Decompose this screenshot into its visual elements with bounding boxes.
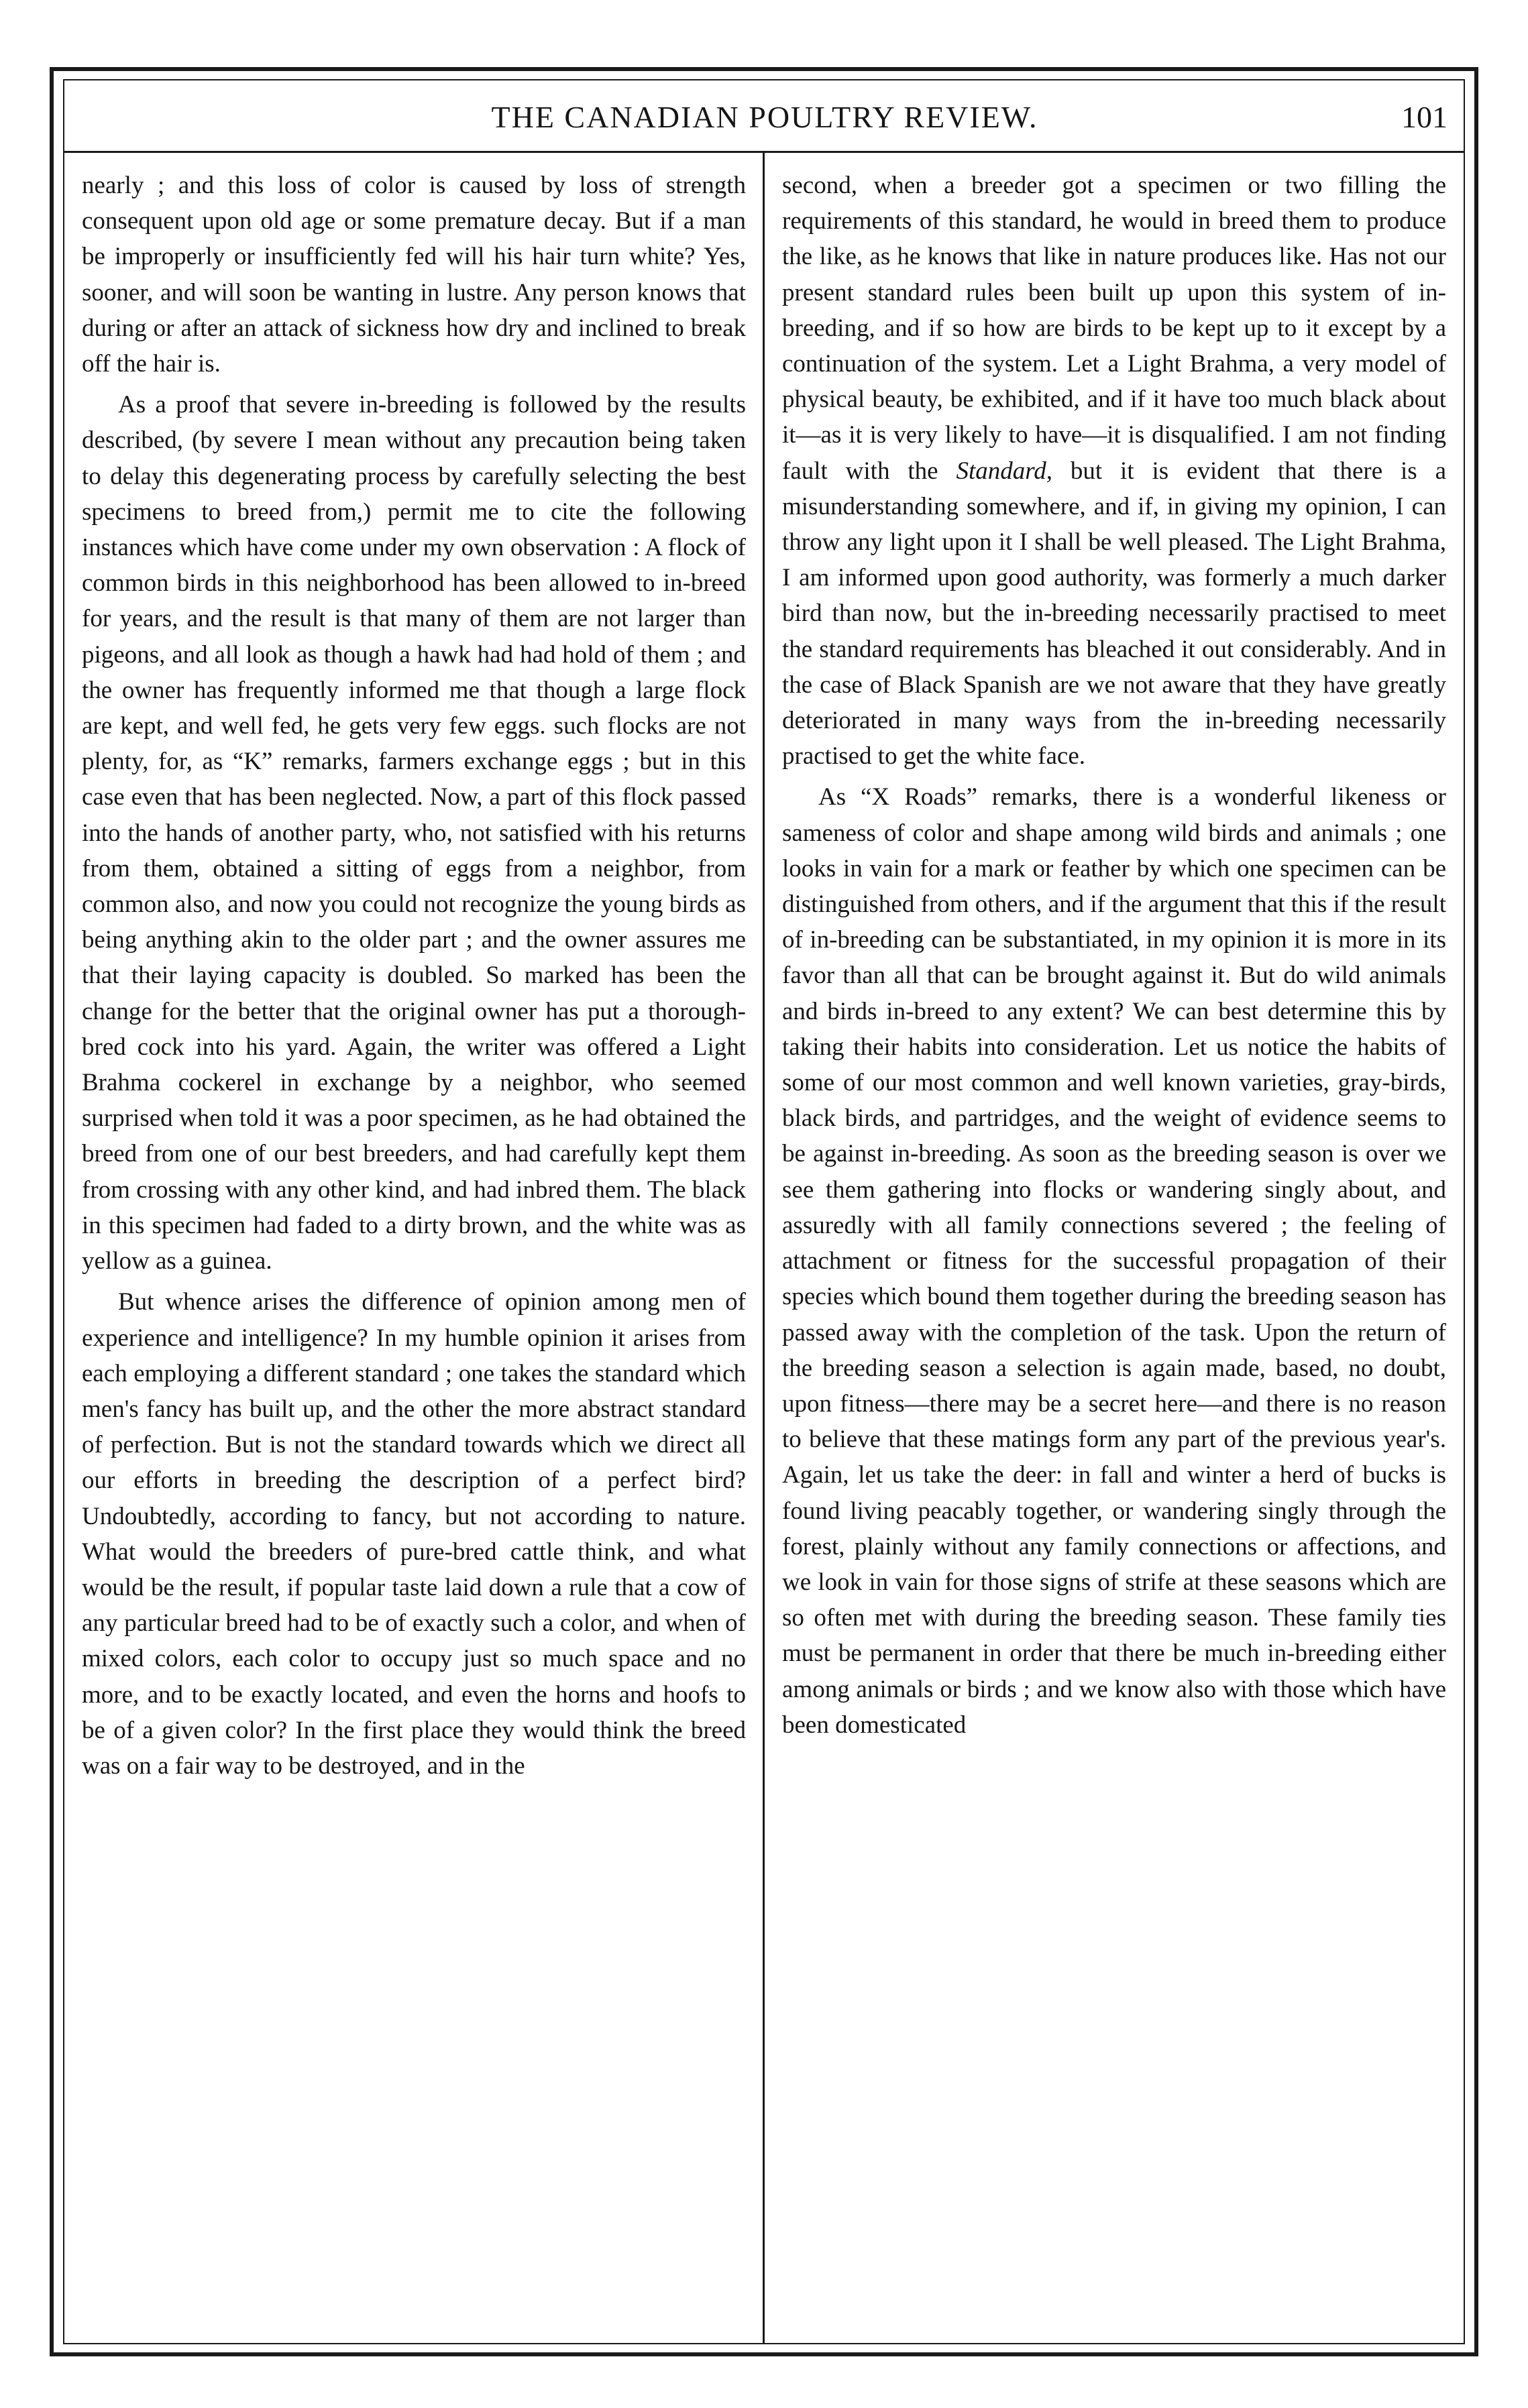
paragraph: As “X Roads” remarks, there is a wonderful likeness or sameness of color and shape among wild birds and animals ; one looks in vain for a mark or feather by which one specimen can be distinguished from others, and if the argument that this if the result of in-breeding can be substantiated, in my opinion it is more in its favor than all that can be brought against it. But do wild animals and birds in-breed to any extent? We can best determine this by taking their habits into consideration. Let us notice the habits of some of our most common and well known varieties, gray-birds, black birds, and partridges, and the weight of evidence seems to be against in-breeding. As soon as the breeding season is over we see them gathering into flocks or wandering singly about, and assuredly with all family connections severed ; the feeling of attachment or fitness for the successful propagation of their species which bound them together during the breeding season has passed away with the completion of the task. Upon the return of the breeding season a selection is again made, based, no doubt, upon fitness—there may be a secret here—and there is no reason to believe that these matings form any part of the previous year's. Again, let us take the deer: in fall and winter a herd of bucks is found living peacably together, or wandering singly through the forest, plainly without any family connections or affections, and we look in vain for those signs of strife at these seasons which are so often met with during the breeding season. These family ties must be permanent in order that there be much in-breeding either among animals or birds ; and we know also with those which have been domesticated: [782, 783, 1446, 1739]
running-header: [74, 93, 1456, 144]
paragraph: nearly ; and this loss of color is caused by loss of strength consequent upon old age or some premature decay. But if a man be improperly or insufficiently fed will his hair turn white? Yes, sooner, and will soon be wanting in lustre. Any person knows that during or after an attack of sickness how dry and inclined to break off the hair is.: [82, 172, 746, 378]
column-divider: [763, 153, 765, 2343]
page-number: 101: [1401, 100, 1448, 134]
paragraph-text: but it is evident that there is a misunderstanding somewhere, and if, in giving my opinion, I can throw any light upon it I shall be well pleased. The Light Brahma, I am informed upon good authority, was formerly a much darker bird than now, but the in-breeding necessarily practised to meet the standard requirements has bleached it out considerably. And in the case of Black Spanish are we not aware that they have greatly deteriorated in many ways from the in-breeding necessarily practised to get the white face.: [782, 457, 1446, 770]
paragraph: But whence arises the difference of opinion among men of experience and intelligence? In my humble opinion it arises from each employing a different standard ; one takes the standard which men's fancy has built up, and the other the more abstract standard of perfection. But is not the standard towards which we direct all our efforts in breeding the description of a perfect bird? Undoubtedly, according to fancy, but not according to nature. What would the breeders of pure-bred cattle think, and what would be the result, if popular taste laid down a rule that a cow of any particular breed had to be of exactly such a color, and when of mixed colors, each color to occupy just so much space and no more, and to be exactly located, and even the horns and hoofs to be of a given color? In the first place they would think the breed was on a fair way to be destroyed, and in the: [82, 1288, 746, 1780]
journal-title: THE CANADIAN POULTRY REVIEW.: [491, 100, 1038, 134]
paragraph: [782, 168, 1446, 774]
standard-italic: Standard,: [956, 457, 1052, 485]
right-column: [782, 168, 1446, 2327]
paragraph-text: second, when a breeder got a specimen or two filling the requirements of this standard, he would in breed them to produce the like, as he knows that like in nature produces like. Has not our present standard rules been built up upon this system of in-breeding, and if so how are birds to be kept up to it except by a continuation of the system. Let a Light Brahma, a very model of physical beauty, be exhibited, and if it have too much black about it—as it is very likely to have—it is disqualified. I am not finding fault with the: [782, 172, 1446, 485]
paragraph: As a proof that severe in-breeding is followed by the results described, (by severe I mean without any precaution being taken to delay this degenerating process by carefully selecting the best specimens to breed from,) permit me to cite the following instances which have come under my own observation : A flock of common birds in this neighborhood has been allowed to in-breed for years, and the result is that many of them are not larger than pigeons, and all look as though a hawk had had hold of them ; and the owner has frequently informed me that though a large flock are kept, and well fed, he gets very few eggs. such flocks are not plenty, for, as “K” remarks, farmers exchange eggs ; but in this case even that has been neglected. Now, a part of this flock passed into the hands of another party, who, not satisfied with his returns from them, obtained a sitting of eggs from a neighbor, from common also, and now you could not recognize the young birds as being anything akin to the older part ; and the owner assures me that their laying capacity is doubled. So marked has been the change for the better that the original owner has put a thorough-bred cock into his yard. Again, the writer was offered a Light Brahma cockerel in exchange by a neighbor, who seemed surprised when told it was a poor specimen, as he had obtained the breed from one of our best breeders, and had carefully kept them from crossing with any other kind, and had inbred them. The black in this specimen had faded to a dirty brown, and the white was as yellow as a guinea.: [82, 391, 746, 1275]
left-column: [82, 168, 746, 2327]
